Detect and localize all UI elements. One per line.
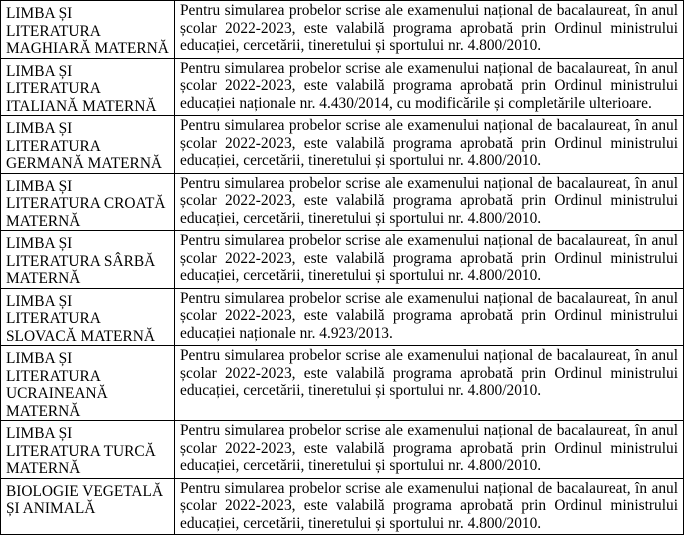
subject-cell: BIOLOGIE VEGETALĂ ȘI ANIMALĂ [1,478,175,534]
table-row [1,346,684,421]
table-row [1,478,684,534]
description-cell: Pentru simularea probelor scrise ale examenului național de bacalaureat, în anul școlar 2022-2023, este valabilă programa aprobată prin Ordinul ministrului educației, cercetării, tineretului și sportului nr. 4.800/2010. [175,231,684,289]
table-row [1,421,684,479]
description-cell: Pentru simularea probelor scrise ale examenului național de bacalaureat, în anul școlar 2022-2023, este valabilă programa aprobată prin Ordinul ministrului educației, cercetării, tineretului și sportului nr. 4.800/2010. [175,116,684,174]
table-row [1,58,684,116]
description-cell: Pentru simularea probelor scrise ale examenului național de bacalaureat, în anul școlar 2022-2023, este valabilă programa aprobată prin Ordinul ministrului educației, cercetării, tineretului și sportului nr. 4.800/2010. [175,346,684,421]
subject-cell: LIMBA ȘI LITERATURA GERMANĂ MATERNĂ [1,116,175,174]
table-row [1,116,684,174]
subject-cell: LIMBA ȘI LITERATURA UCRAINEANĂ MATERNĂ [1,346,175,421]
subject-cell: LIMBA ȘI LITERATURA TURCĂ MATERNĂ [1,421,175,479]
description-cell: Pentru simularea probelor scrise ale examenului național de bacalaureat, în anul școlar 2022-2023, este valabilă programa aprobată prin Ordinul ministrului educației, cercetării, tineretului și sportului nr. 4.800/2010. [175,1,684,59]
subject-cell: LIMBA ȘI LITERATURA SÂRBĂ MATERNĂ [1,231,175,289]
subject-cell: LIMBA ȘI LITERATURA MAGHIARĂ MATERNĂ [1,1,175,59]
description-cell: Pentru simularea probelor scrise ale examenului național de bacalaureat, în anul școlar 2022-2023, este valabilă programa aprobată prin Ordinul ministrului educației, cercetării, tineretului și sportului nr. 4.800/2010. [175,478,684,534]
description-cell: Pentru simularea probelor scrise ale examenului național de bacalaureat, în anul școlar 2022-2023, este valabilă programa aprobată prin Ordinul ministrului educației naționale nr. 4.923/2013. [175,288,684,346]
subject-cell: LIMBA ȘI LITERATURA SLOVACĂ MATERNĂ [1,288,175,346]
description-cell: Pentru simularea probelor scrise ale examenului național de bacalaureat, în anul școlar 2022-2023, este valabilă programa aprobată prin Ordinul ministrului educației naționale nr. 4.430/2014, cu modificările și completările ulterioare. [175,58,684,116]
table-row [1,288,684,346]
subject-cell: LIMBA ȘI LITERATURA ITALIANĂ MATERNĂ [1,58,175,116]
table-row [1,231,684,289]
table-row [1,1,684,59]
description-cell: Pentru simularea probelor scrise ale examenului național de bacalaureat, în anul școlar 2022-2023, este valabilă programa aprobată prin Ordinul ministrului educației, cercetării, tineretului și sportului nr. 4.800/2010. [175,421,684,479]
description-cell: Pentru simularea probelor scrise ale examenului național de bacalaureat, în anul școlar 2022-2023, este valabilă programa aprobată prin Ordinul ministrului educației, cercetării, tineretului și sportului nr. 4.800/2010. [175,173,684,231]
table-row [1,173,684,231]
subject-cell: LIMBA ȘI LITERATURA CROATĂ MATERNĂ [1,173,175,231]
